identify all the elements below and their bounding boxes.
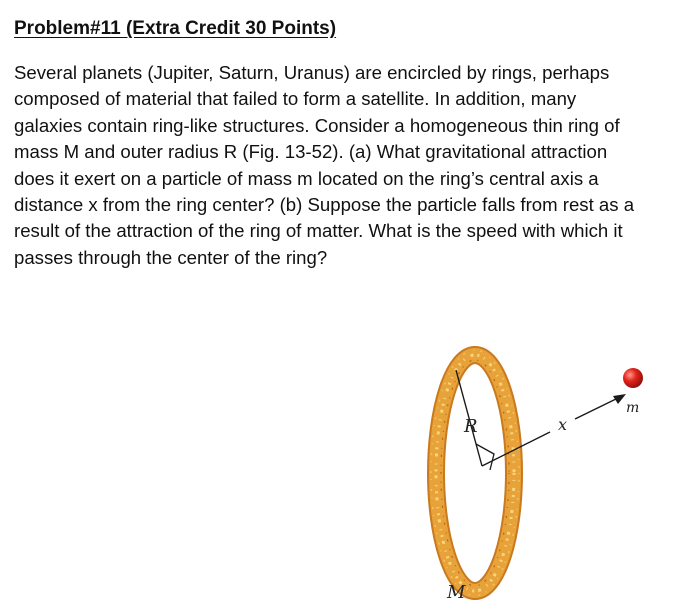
ring-figure [400,340,700,610]
axis-arrowhead [613,394,626,404]
problem-text-line: distance x from the ring center? (b) Suppose the particle falls from rest as a [14,194,635,216]
problem-text-line: composed of material that failed to form a satellite. In addition, many [14,88,577,110]
axis-line-right [575,398,618,419]
problem-statement [14,60,700,271]
distance-label: x [558,415,568,434]
problem-text-line: result of the attraction of the ring of matter. What is the speed with which it [14,220,623,242]
particle-mass-label: m [626,400,640,416]
problem-text-line: galaxies contain ring-like structures. Consider a homogeneous thin ring of [14,114,620,136]
particle-sphere [623,368,643,388]
problem-title: Problem#11 (Extra Credit 30 Points) [14,18,337,39]
right-angle-marker [476,444,494,470]
problem-text-line: Several planets (Jupiter, Saturn, Uranus) are encircled by rings, perhaps [14,62,610,83]
problem-text-line: mass M and outer radius R (Fig. 13-52). (a) What gravitational attraction [14,141,608,163]
problem-text-line: passes through the center of the ring? [14,246,328,268]
problem-text-line: does it exert on a particle of mass m located on the ring’s central axis a [14,167,599,189]
ring-diagram [400,340,700,610]
ring-mass-label: M [447,582,466,603]
radius-label: R [464,416,478,437]
